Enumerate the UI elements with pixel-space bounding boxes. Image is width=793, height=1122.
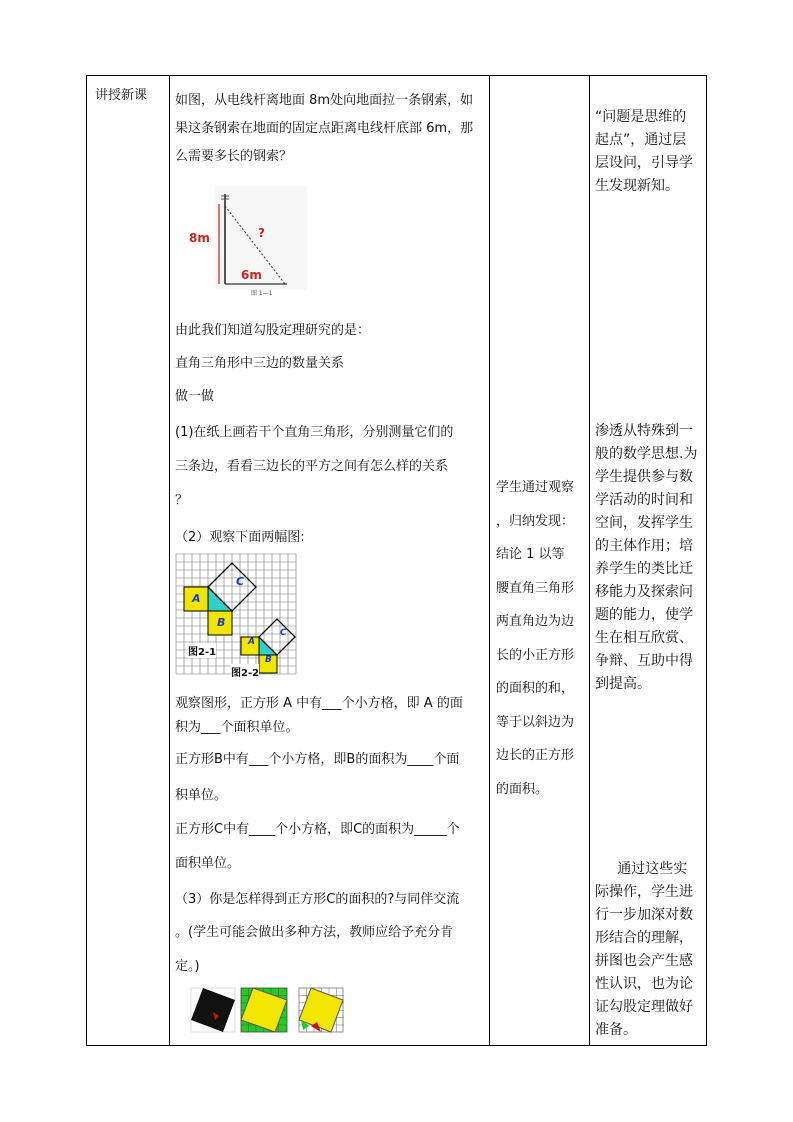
text-line: （2）观察下面两幅图: <box>175 530 305 545</box>
intent-line: 般的数学思想.为 <box>595 446 698 462</box>
base-label: 6m <box>241 268 262 282</box>
intent-line: 证勾股定理做好 <box>595 999 693 1015</box>
label-c: C <box>236 575 245 588</box>
problem-line: 如图，从电线杆离地面 8m处向地面拉一条钢索，如 <box>175 93 474 108</box>
intent-line: 性认识，也为论 <box>595 976 693 992</box>
intent-line: 到提高。 <box>595 676 651 692</box>
intent-line: 的主体作用；培 <box>595 538 693 554</box>
intent-line: 际操作，学生进 <box>595 884 693 900</box>
text-line: 。(学生可能会做出多种方法，教师应给予充分肯 <box>175 925 454 940</box>
intent-line: 行一步加深对数 <box>595 907 693 923</box>
question-line: 积为___个面积单位。 <box>175 720 299 735</box>
question-line: 正方形C中有____个小方格，即C的面积为_____个 <box>175 822 460 837</box>
activity-line: 两直角边为边 <box>496 614 575 629</box>
intent-line: “问题是思维的 <box>595 109 687 125</box>
intent-line: 生发现新知。 <box>595 178 679 194</box>
label-a: A <box>192 592 201 605</box>
question-line: 正方形B中有___个小方格，即B的面积为____个面 <box>175 752 460 767</box>
text-line: ？ <box>175 493 189 508</box>
activity-line: 结论 1 以等 <box>496 547 565 562</box>
intent-line: 准备。 <box>595 1022 637 1038</box>
question-line: 面积单位。 <box>175 856 241 871</box>
intent-line: 拼图也会产生感 <box>595 953 693 969</box>
text-line: 定。) <box>175 959 200 974</box>
design-intent-block <box>595 420 703 696</box>
intent-line: 生在相互欣赏、 <box>595 630 693 646</box>
intent-line: 争辩、互助中得 <box>595 653 693 669</box>
intent-line: 题的能力，使学 <box>595 607 693 623</box>
activity-line: 的面积。 <box>496 781 549 797</box>
problem-line: 么需要多长的钢索？ <box>175 149 293 164</box>
activity-line: 学生通过观察 <box>496 480 575 495</box>
intent-line: 起点”，通过层 <box>595 132 687 148</box>
activity-line: 腰直角三角形 <box>496 580 575 596</box>
section-heading: 做一做 <box>175 389 215 404</box>
student-activity-column <box>496 471 586 806</box>
activity-line: 边长的正方形 <box>496 748 575 763</box>
label-b: B <box>217 616 226 629</box>
question-line: 观察图形，正方形 A 中有___个小方格，即 A 的面 <box>175 696 463 711</box>
cable-question-mark: ? <box>258 226 265 240</box>
question-line: 积单位。 <box>175 788 228 803</box>
activity-line: 长的小正方形 <box>496 647 575 663</box>
intent-line: 移能力及探索问 <box>595 584 693 600</box>
design-intent-block <box>595 106 703 198</box>
intent-line: 通过这些实 <box>595 861 688 877</box>
figure-caption: 图 1—1 <box>251 290 273 297</box>
intent-line: 空间，发挥学生 <box>595 515 693 531</box>
problem-line: 果这条钢索在地面的固定点距离电线杆底部 6m，那 <box>175 121 474 136</box>
intent-line: 渗透从特殊到一 <box>595 423 693 439</box>
stage-label: 讲授新课 <box>95 88 148 103</box>
grid-squares-figure <box>175 553 301 679</box>
lesson-table <box>86 75 707 1046</box>
puzzle-yellow <box>299 988 344 1032</box>
column-divider <box>169 76 170 1045</box>
activity-line: ，归纳发现： <box>496 513 575 529</box>
pole-cable-figure <box>207 184 311 302</box>
intent-line: 层设问，引导学 <box>595 155 693 171</box>
label-b-small: B <box>265 655 272 665</box>
puzzle-figures <box>189 986 349 1034</box>
activity-line: 的面积的和， <box>496 681 575 696</box>
text-line: （3）你是怎样得到正方形C的面积的?与同伴交流 <box>175 892 460 907</box>
activity-line: 等于以斜边为 <box>496 714 575 730</box>
figure-caption-2-1: 图2-1 <box>188 643 216 658</box>
puzzle-green <box>241 988 287 1032</box>
label-a-small: A <box>248 637 255 647</box>
intent-line: 养学生的类比迁 <box>595 561 693 577</box>
height-label: 8m <box>189 231 210 245</box>
design-intent-block <box>595 858 703 1042</box>
label-c-small: C <box>280 628 287 638</box>
intent-line: 形结合的理解， <box>595 930 693 946</box>
text-line: 由此我们知道勾股定理研究的是： <box>175 323 371 338</box>
column-divider <box>489 76 490 1045</box>
text-line: 直角三角形中三边的数量关系 <box>175 356 345 371</box>
intent-line: 学生提供参与数 <box>595 469 693 485</box>
text-line: (1)在纸上画若干个直角三角形，分别测量它们的 <box>175 425 454 440</box>
intent-line: 学活动的时间和 <box>595 492 693 508</box>
column-divider <box>589 76 590 1045</box>
text-line: 三条边，看看三边长的平方之间有怎么样的关系 <box>175 459 449 474</box>
puzzle-black <box>191 988 235 1032</box>
figure-caption-2-2: 图2-2 <box>231 664 259 679</box>
